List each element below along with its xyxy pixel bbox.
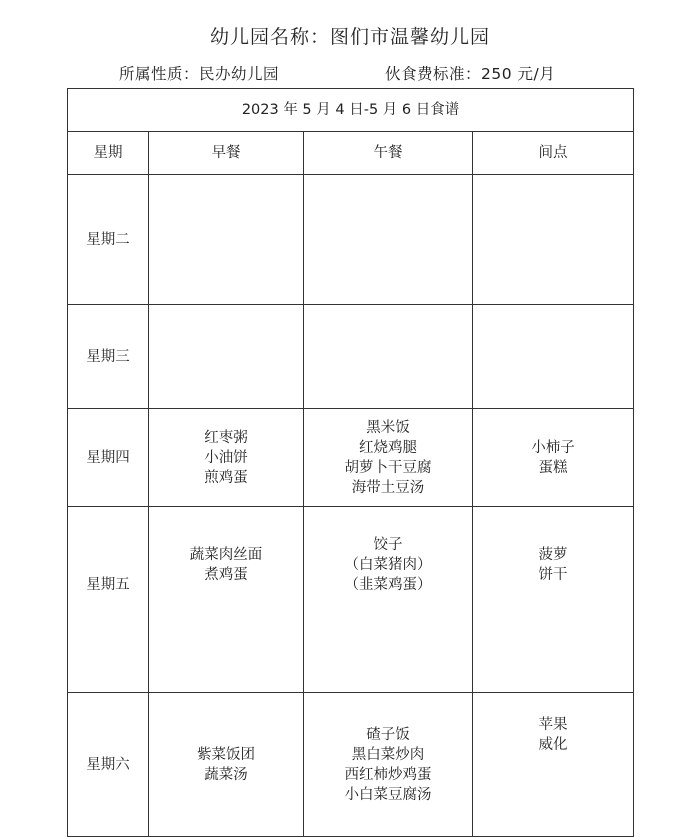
weekday-cell: 星期二 [68,175,149,305]
weekday-cell: 星期六 [68,693,149,837]
breakfast-cell [149,693,304,837]
table-row [68,175,634,305]
dish-item: 黑白菜炒肉 [351,746,425,763]
snack-cell [473,305,634,409]
dish-item: 碴子饭 [366,726,410,743]
table-row [68,409,634,507]
breakfast-cell [149,305,304,409]
dish-item: 西红柿炒鸡蛋 [344,766,432,783]
dish-item: （韭菜鸡蛋） [344,577,432,593]
dish-item: 威化 [538,737,568,753]
lunch-cell [304,409,473,507]
dish-item: 小油饼 [204,449,248,466]
weekday-cell: 星期四 [68,409,149,507]
dish-item: 煮鸡蛋 [204,567,248,583]
dish-item: 苹果 [538,717,568,733]
lunch-cell [304,175,473,305]
breakfast-cell [149,409,304,507]
dish-item: 红烧鸡腿 [359,439,417,456]
menu-date-caption: 2023 年 5 月 4 日-5 月 6 日食谱 [68,89,634,132]
table-row [68,305,634,409]
dish-item: 小柿子 [531,439,575,456]
table-row [68,507,634,693]
weekly-menu-table [67,88,634,837]
table-row [68,693,634,837]
dish-item: 蔬菜肉丝面 [189,547,263,563]
dish-item: 蔬菜汤 [204,766,248,783]
dish-item: 紫菜饭团 [197,746,255,763]
lunch-cell [304,305,473,409]
dish-item: （白菜猪肉） [344,557,432,573]
column-header-breakfast: 早餐 [149,132,304,175]
dish-item: 黑米饭 [366,419,410,436]
dish-item: 胡萝卜干豆腐 [344,459,432,476]
lunch-cell [304,507,473,693]
snack-cell [473,409,634,507]
menu-caption-row [68,89,634,132]
breakfast-cell [149,507,304,693]
dish-item: 蛋糕 [538,459,568,476]
column-header-row [68,132,634,175]
snack-cell [473,175,634,305]
breakfast-cell [149,175,304,305]
column-header-weekday: 星期 [68,132,149,175]
dish-item: 小白菜豆腐汤 [344,786,432,803]
snack-cell [473,507,634,693]
dish-item: 饺子 [373,537,403,553]
ownership-type: 所属性质：民办幼儿园 [119,65,280,83]
column-header-snack: 间点 [473,132,634,175]
kindergarten-name-title: 幼儿园名称：图们市温馨幼儿园 [209,26,490,48]
dish-item: 菠萝 [538,547,568,563]
weekday-cell: 星期三 [68,305,149,409]
column-header-lunch: 午餐 [304,132,473,175]
weekday-cell: 星期五 [68,507,149,693]
dish-item: 饼干 [538,567,568,583]
lunch-cell [304,693,473,837]
dish-item: 煎鸡蛋 [204,469,248,486]
dish-item: 红枣粥 [204,429,248,446]
dish-item: 海带土豆汤 [351,479,425,496]
meal-fee-standard: 伙食费标准：250 元/月 [385,65,556,83]
snack-cell [473,693,634,837]
